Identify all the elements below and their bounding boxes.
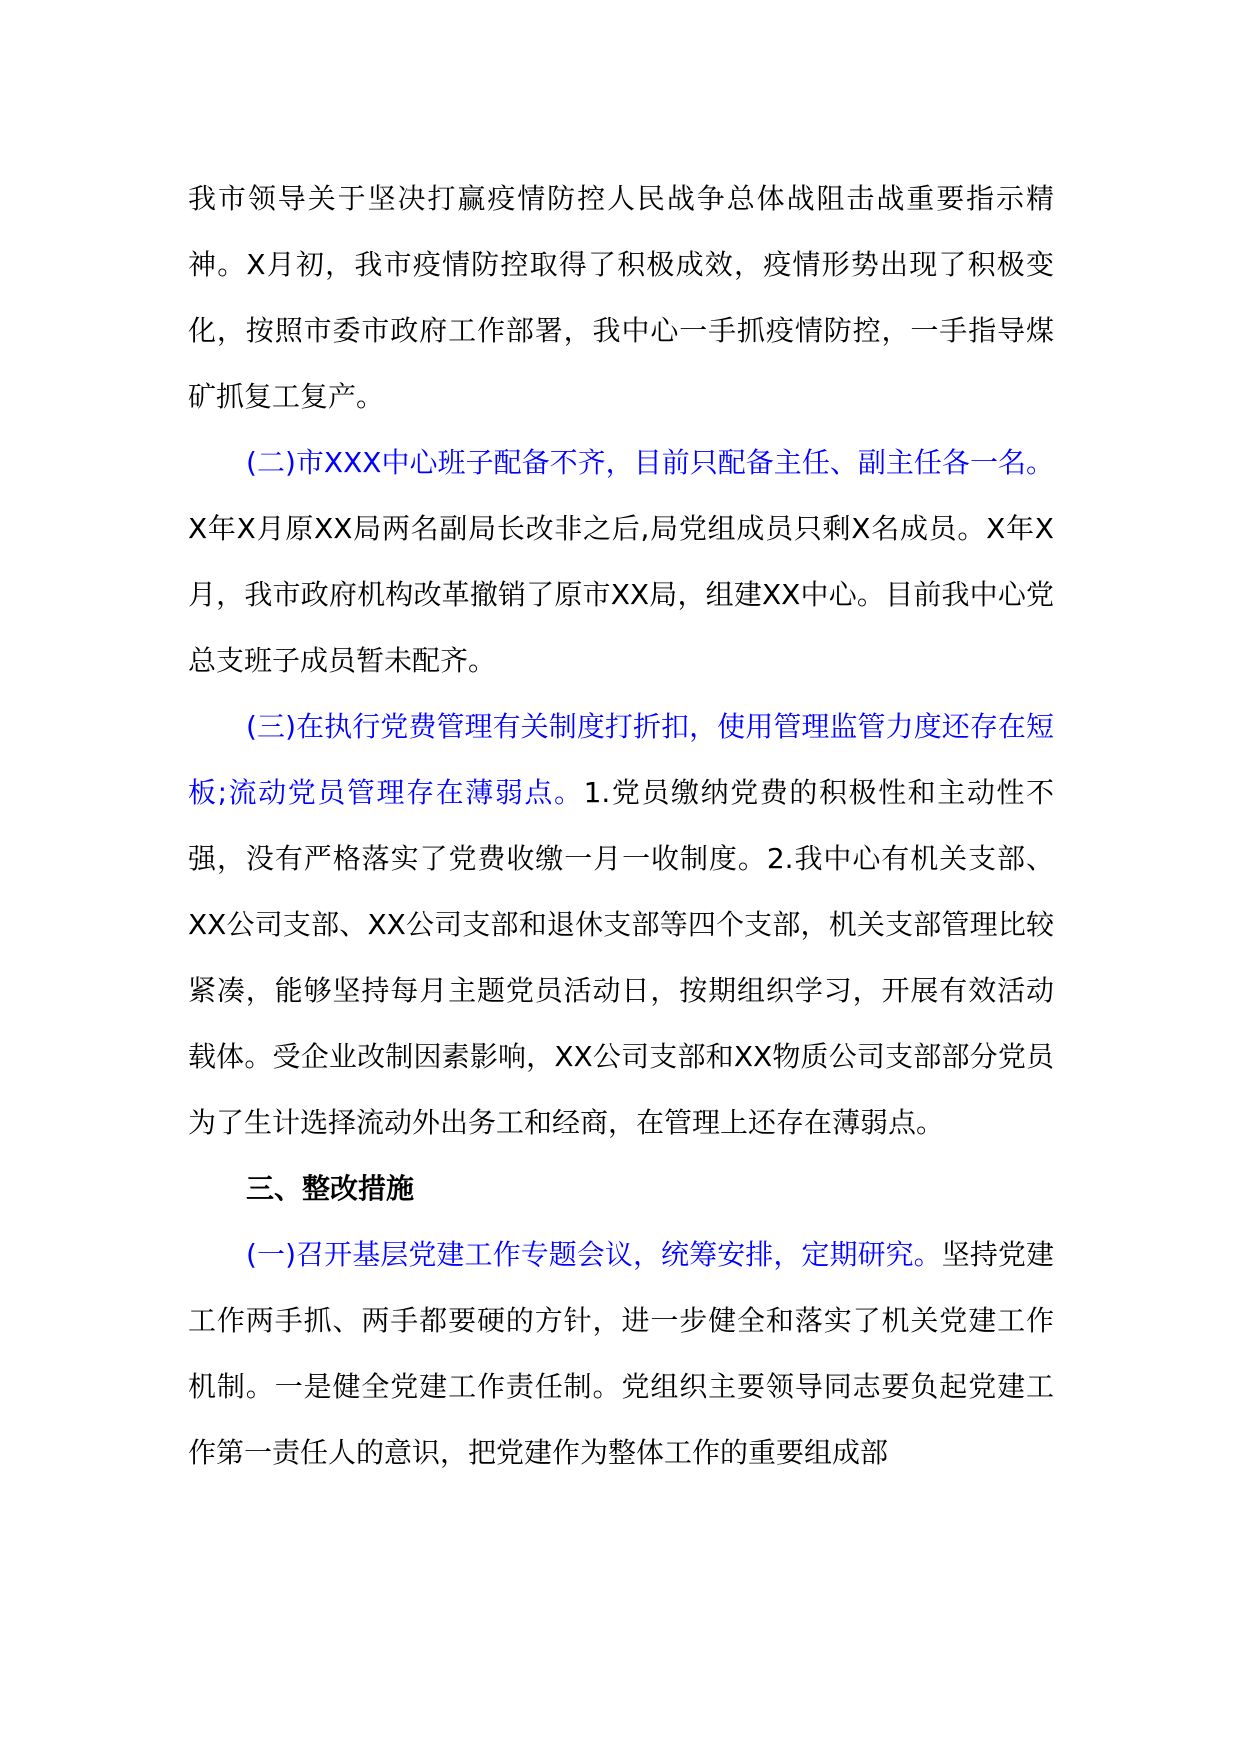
section-heading-rectification: 三、整改措施 <box>246 1172 415 1205</box>
highlighted-lead-sentence: (二)市XXX中心班子配备不齐，目前只配备主任、副主任各一名。 <box>246 446 1054 479</box>
paragraph-text: 坚持党建工作两手抓、两手都要硬的方针，进一步健全和落实了机关党建工作机制。一是健全党建工作责任制。党组织主要领导同志要负起党建工作第一责任人的意识，把党建作为整体工作的重要组成部 <box>188 1238 1054 1469</box>
paragraph-text: 我市领导关于坚决打赢疫情防控人民战争总体战阻击战重要指示精神。X月初，我市疫情防控取得了积极成效，疫情形势出现了积极变化，按照市委市政府工作部署，我中心一手抓疫情防控，一手指导煤矿抓复工复产。 <box>188 182 1054 413</box>
document-body <box>188 166 1054 1486</box>
paragraph-leadership-staffing <box>188 430 1054 694</box>
highlighted-lead-sentence: (一)召开基层党建工作专题会议，统筹安排，定期研究。 <box>246 1238 942 1271</box>
paragraph-party-dues <box>188 694 1054 1156</box>
paragraph-epidemic-control <box>188 166 1054 430</box>
paragraph-text: X年X月原XX局两名副局长改非之后,局党组成员只剩X名成员。X年X月，我市政府机构改革撤销了原市XX局，组建XX中心。目前我中心党总支班子成员暂未配齐。 <box>188 512 1054 677</box>
highlighted-lead-sentence: (三)在执行党费管理有关制度打折扣，使用管理监管力度还存在短板;流动党员管理存在薄弱点。 <box>188 710 1054 809</box>
paragraph-text: 1.党员缴纳党费的积极性和主动性不强，没有严格落实了党费收缴一月一收制度。2.我中心有机关支部、XX公司支部、XX公司支部和退休支部等四个支部，机关支部管理比较紧凑，能够坚持每月主题党员活动日，按期组织学习，开展有效活动载体。受企业改制因素影响，XX公司支部和XX物质公司支部部分党员为了生计选择流动外出务工和经商，在管理上还存在薄弱点。 <box>188 776 1055 1139</box>
paragraph-party-building-meeting <box>188 1222 1054 1486</box>
